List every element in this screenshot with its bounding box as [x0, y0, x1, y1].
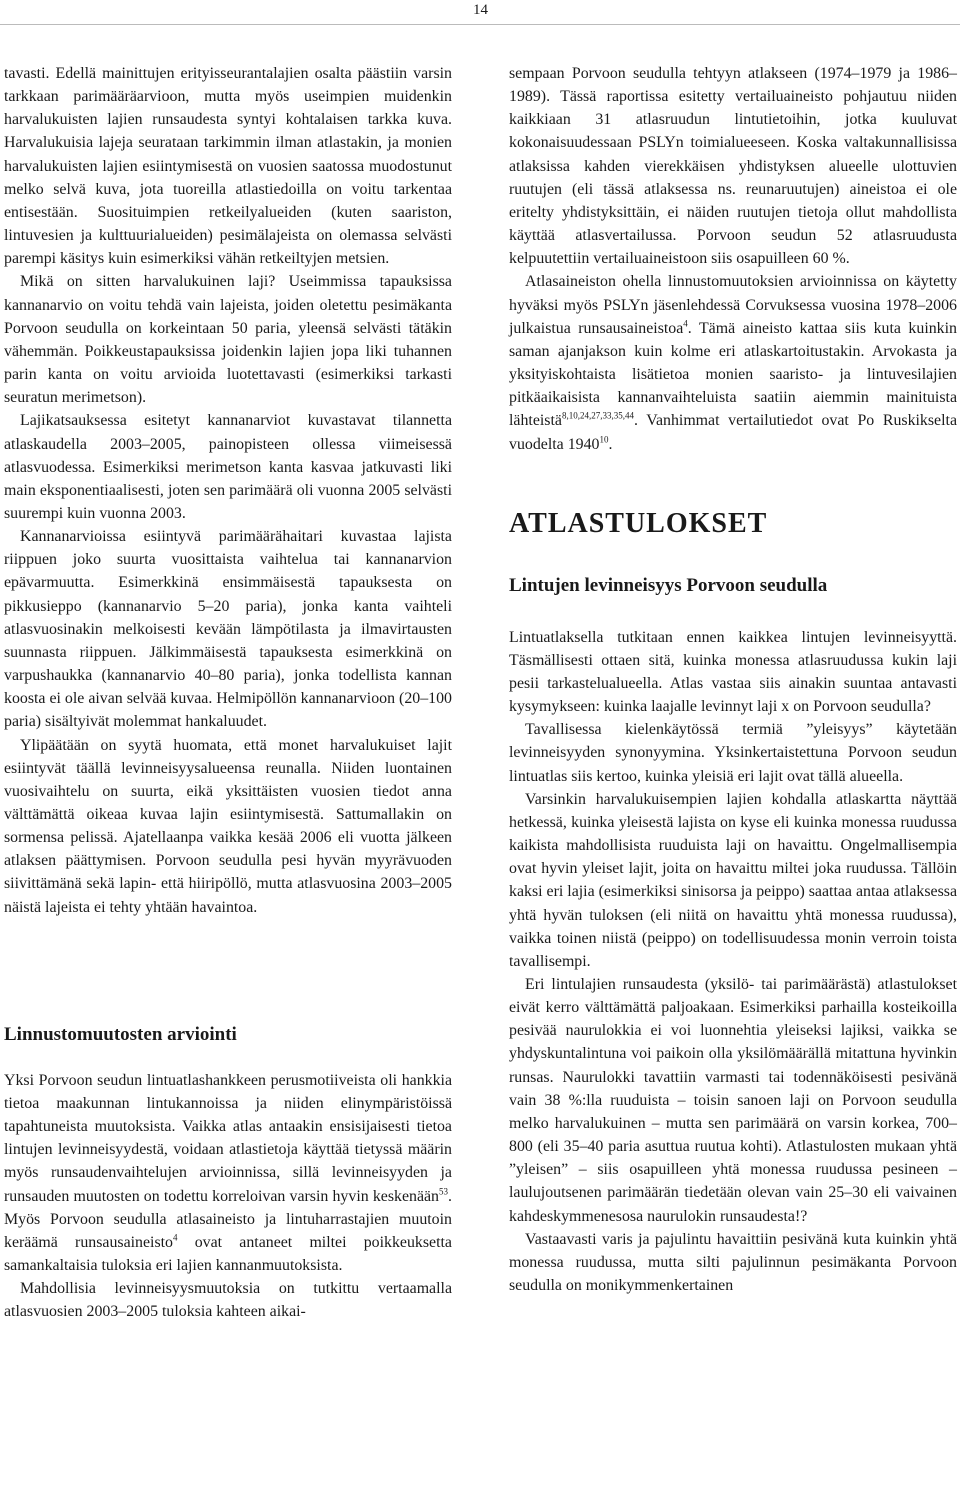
footnote-ref: 8,10,24,27,33,35,44	[561, 411, 634, 422]
text-run: . Vanhimmat vertailutiedot ovat Po Ruskikselta vuodelta 1940	[509, 412, 957, 453]
right-paragraph-1: sempaan Porvoon seudulla tehtyyn atlakseen (1974–1979 ja 1986–1989). Tässä raportissa esitetty vertailuaineisto pohjautuu niiden kaikkiaan 31 atlasruudun lintutietoihin, jotka kuuluvat kokonaisuudessaan PSLYn toimialueeseen. Koska valtakunnallisissa atlaksissa kahden vierekkäisen yhdistyksen alueelle ulottuvien ruutujen (eli tässä atlaksessa ns. reunaruutujen) aineistoa ei ole eritelty yhdistyksittäin, ei näiden ruutujen tietoja ollut mahdollista käyttää atlasvertailussa. Porvoon seudun 52 atlasruudusta kelpuutettiin vertailuaineistoon siis osapuilleen 60 %.	[509, 65, 957, 268]
left-paragraph-7: Mahdollisia levinneisyysmuutoksia on tutkittu vertaamalla atlasvuosien 2003–2005 tuloksia kahteen aikai-	[4, 1280, 452, 1321]
page-number: 14	[473, 2, 488, 18]
left-paragraph-6	[4, 1069, 452, 1277]
right-column	[509, 62, 957, 1297]
spacer	[509, 598, 957, 626]
text-run: .	[608, 435, 613, 453]
left-column	[4, 62, 452, 1324]
section-heading-levinneisyys: Lintujen levinneisyys Porvoon seudulla	[509, 574, 828, 596]
text-run: . Tämä aineisto kattaa siis kuta kuinkin saman ajanjakson kuin kolme eri atlaskartoitustakin. Arvokasta ja yksityiskohtaista lisätietoa monien saaristo- ja lintuvesilajien pitkäaikaisista kannanvaihteluista saatiin aiemmin mainituista lähteistä	[509, 319, 957, 430]
right-paragraph-4: Tavallisessa kielenkäytössä termiä ”yleisyys” käytetään levinneisyyden synonyymina. Yksinkertaistettuna Porvoon seudun lintuatlas siis kertoo, kuinka yleisiä eri lajit ovat tällä alueella.	[509, 721, 957, 785]
left-paragraph-5: Ylipäätään on syytä huomata, että monet harvalukuiset lajit esiintyvät täällä levinneisyysalueensa reunalla. Niiden luontainen vuosivaihtelu on suurta, eikä yksittäisten vuosien tiedot anna välttämättä oikeaa kuvaa lajin esiintymisestä. Sattumallakin on sormensa pelissä. Ajatellaanpa vaikka kesää 2006 eli vuotta jälkeen atlaksen päättymisen. Porvoon seudulla pesi hyvän myyrävuoden siivittämänä sekä lapin- että hiiripöllö, mutta atlasvuosina 2003–2005 näistä lajeista ei tehty yhtään havaintoa.	[4, 736, 452, 916]
right-paragraph-6: Eri lintulajien runsaudesta (yksilö- tai parimäärästä) atlastulokset eivät kerro välttämättä paljoakaan. Esimerkiksi parhailla kosteikoilla pesivää naurulokkia ei voi luonnehtia yleiseksi lajiksi, vaikka se yhdyskuntalintuna voi paikoin olla yksilömäärällä mitattuna hyvinkin runsas. Naurulokki tavattiin varmasti tai todennäköisesti pesivänä vain 38 %:lla ruuduista – toisin sanoen laji on Porvoon seudulla melko harvalukuinen – mutta sen parimäärä on varsin korkea, 700–800 (eli 35–40 paria asuttua ruutua kohti). Atlastulosten mukaan yhtä ”yleisen” – siis osapuilleen yhtä monessa ruudussa pesineen – laulujoutsenen parimäärän tiedetään olevan vain 25–30 eli vaivainen kahdeskymmenesosa naurulokin runsaudesta!?	[509, 976, 957, 1225]
text-run: ovat antaneet miltei poikkeuksetta samankaltaisia tuloksia eri lajien kannanmuutoksista.	[4, 1233, 452, 1275]
spacer	[4, 1047, 452, 1069]
right-paragraph-2	[509, 270, 957, 455]
page-header	[0, 0, 960, 25]
footnote-ref: 53	[439, 1186, 449, 1197]
left-paragraph-2: Mikä on sitten harvalukuinen laji? Useimmissa tapauksissa kannanarvio on voitu tehdä vain lajeista, joiden oletettu pesimäkanta Porvoon seudulla on korkeintaan 50 paria, yleensä selvästi tätäkin vähemmän. Poikkeustapauksissa joidenkin lajien jopa liki tuhannen parin kanta on voitu arvioida luotettavasti (esimerkiksi tarkasti seuratun merimetson).	[4, 273, 452, 407]
text-run: . Myös Porvoon seudulla atlasaineisto ja lintuharrastajien muutoin keräämä runsausaineisto	[4, 1187, 452, 1251]
right-paragraph-7: Vastaavasti varis ja pajulintu havaittiin pesivänä kuta kuinkin yhtä monessa ruudussa, mutta silti pajulinnun pesimäkanta Porvoon seudulla on monikymmenkertainen	[509, 1230, 957, 1295]
right-paragraph-3: Lintuatlaksella tutkitaan ennen kaikkea lintujen levinneisyyttä. Täsmällisesti ottaen sitä, kuinka monessa atlasruudussa kukin laji pesii tarkastelualueella. Atlas vastaa siis ainakin suuntaa antavasti kysymykseen: kuinka laajalle levinnyt laji x on Porvoon seudulla?	[509, 628, 957, 716]
footnote-ref: 10	[599, 434, 609, 445]
right-paragraph-5: Varsinkin harvalukuisempien lajien kohdalla atlaskartta näyttää hetkessä, kuinka yleisestä lajista on kyse eli kuinka monessa ruudussa kaikista mahdollisista ruuduista laji on havaittu. Ongelmallisempia ovat hyvin yleiset lajit, joita on havaittu miltei joka ruudussa. Tällöin kaksi eri lajia (esimerkiksi sinisorsa ja peippo) saattaa antaa atlaksessa yhtä hyvän tuloksen (eli niitä on havaittu yhtä monessa ruudussa), vaikka toinen niistä (peippo) on todellisuudessa monin verroin toista tavallisempi.	[509, 790, 957, 970]
left-paragraph-4: Kannanarvioissa esiintyvä parimäärähaitari kuvastaa lajista riippuen joko suurta vuosittaista vaihtelua tai kannanarvion epävarmuutta. Esimerkkinä ensimmäisestä tapauksesta on pikkusieppo (kannanarvio 5–20 paria), jonka kanta vaihteli atlasvuosinakin melkoisesti kevään lämpötilasta ja ilmavirtausten suunnasta riippuen. Jälkimmäisestä tapauksesta esimerkkinä on varpushaukka (kannanarvio 40–80 paria), jonka todellista kannan koosta ei ole aivan selvää kuvaa. Helmipöllön kannanarvioon (20–100 paria) sisältyivät molemmat hankaluudet.	[4, 528, 452, 731]
footnote-ref: 4	[173, 1232, 178, 1243]
spacer	[509, 456, 957, 508]
text-run: Yksi Porvoon seudun lintuatlashankkeen perusmotiiveista oli hankkia tietoa maakunnan lintukannoissa ja niiden elinympäristöissä tapahtuneista muutoksista. Vaikka atlas antaakin ensisijaisesti tietoa lintujen levinneisyydestä, voidaan atlastietoja käyttää tietyssä määrin myös runsaudenvaihtelujen arvioinnissa, sillä levinneisyyden ja runsauden muutosten on todettu korreloivan varsin hyvin keskenään	[4, 1071, 452, 1205]
main-heading-atlastulokset: ATLASTULOKSET	[509, 507, 768, 539]
left-paragraph-1: tavasti. Edellä mainittujen erityisseurantalajien osalta päästiin varsin tarkkaan parimääräarvioon, mutta myös useimpien muidenkin harvalukuisten lajien runsaudesta syntyi kohtalaisen tarkka kuva. Harvalukuisia lajeja seurataan tarkimmin ilman atlastakin, ja monien harvalukuisten lajien esiintymisestä on vuosien saatossa muodostunut melko selvä kuva, jota tuoreilla atlastiedoilla on voitu tarkentaa entisestään. Suosituimpien retkeilyalueiden (kuten saariston, lintuvesien ja kulttuurialueiden) pesimälajeista on olemassa selvästi parempi käsitys kuin esimerkiksi vähän retkeiltyjen metsien.	[4, 65, 452, 268]
footnote-ref: 4	[683, 318, 688, 329]
text-run: Atlasaineiston ohella linnustomuutoksien arvioinnissa on käytetty hyväksi myös PSLYn jäsenlehdessä Corvuksessa vuosina 1978–2006 julkaistua runsausaineistoa	[509, 273, 957, 337]
section-heading-linnustomuutosten: Linnustomuutosten arviointi	[4, 1023, 237, 1045]
left-paragraph-3: Lajikatsauksessa esitetyt kannanarviot kuvastavat tilannetta atlaskaudella 2003–2005, painopisteen ollessa viimeisessä atlasvuodessa. Esimerkiksi merimetson kanta kasvaa jatkuvasti liki main eksponentiaalisesti, joten sen parimäärä oli vuonna 2005 selvästi suurempi kuin vuonna 2003.	[4, 412, 452, 522]
spacer	[509, 540, 957, 574]
spacer	[4, 919, 452, 1023]
